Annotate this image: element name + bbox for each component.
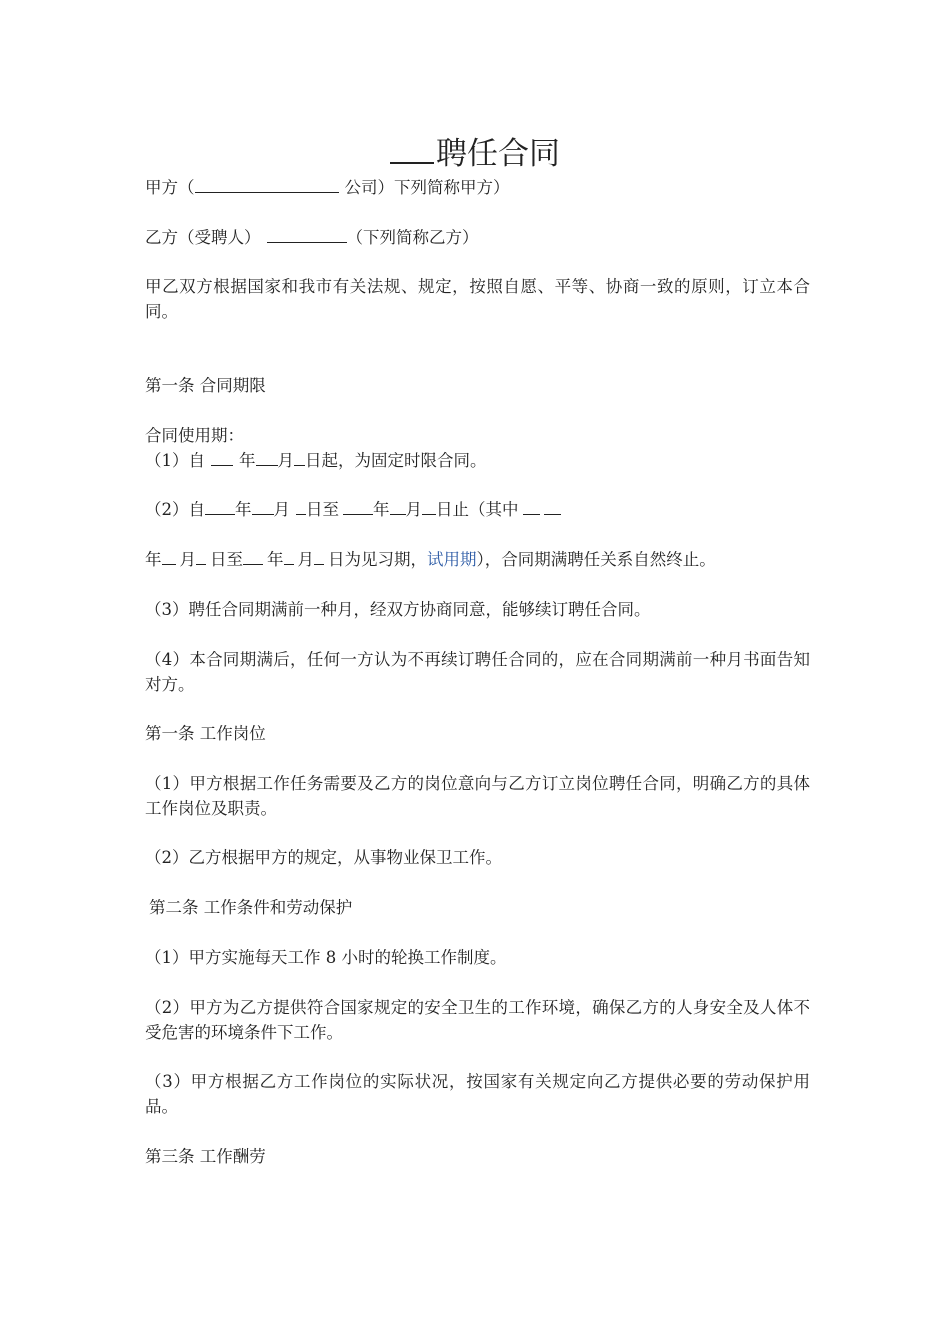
article-heading: 第二条 工作条件和劳动保护 xyxy=(149,898,353,917)
blank-field xyxy=(211,449,233,466)
term-clause-2-cont: 年 月 日至 年 月 日为见习期，试用期），合同期满聘任关系自然终止。 xyxy=(145,550,716,569)
blank-field xyxy=(390,498,406,515)
blank-field xyxy=(343,498,373,515)
blank-field xyxy=(196,548,206,565)
article-heading: 第三条 工作酬劳 xyxy=(145,1147,266,1166)
blank-field xyxy=(296,498,306,515)
blank-field xyxy=(422,498,436,515)
blank-field xyxy=(195,176,339,193)
blank-field xyxy=(294,449,305,466)
condition-clause-1: （1）甲方实施每天工作 8 小时的轮换工作制度。 xyxy=(145,948,507,967)
post-clause-1: （1）甲方根据工作任务需要及乙方的岗位意向与乙方订立岗位聘任合同，明确乙方的具体工作岗位及职责。 xyxy=(145,774,810,818)
term-clause-3: （3）聘任合同期满前一种月，经双方协商同意，能够续订聘任合同。 xyxy=(145,600,651,619)
term-clause-2: （2）自 年 月 日至 年 月 日止（其中 xyxy=(145,497,810,522)
blank-field xyxy=(256,449,278,466)
document-title: 聘任合同 xyxy=(0,128,950,173)
blank-field xyxy=(252,498,274,515)
title-blank xyxy=(390,136,434,164)
blank-field xyxy=(523,498,540,515)
blank-field xyxy=(314,548,324,565)
preamble-paragraph: 甲乙双方根据国家和我市有关法规、规定，按照自愿、平等、协商一致的原则，订立本合同。 xyxy=(145,277,810,321)
article-heading: 第一条 工作岗位 xyxy=(145,724,266,743)
probation-link[interactable]: 试用期 xyxy=(427,550,477,569)
condition-clause-2: （2）甲方为乙方提供符合国家规定的安全卫生的工作环境，确保乙方的人身安全及人体不受危害的环境条件下工作。 xyxy=(145,998,810,1042)
blank-field xyxy=(205,498,235,515)
blank-field xyxy=(267,226,347,243)
term-clause-4: （4）本合同期满后，任何一方认为不再续订聘任合同的，应在合同期满前一种月书面告知对方。 xyxy=(145,650,810,694)
blank-field xyxy=(284,548,294,565)
blank-field xyxy=(544,498,561,515)
party-b-line: 乙方（受聘人） （下列简称乙方） xyxy=(145,228,479,247)
condition-clause-3: （3）甲方根据乙方工作岗位的实际状况，按国家有关规定向乙方提供必要的劳动保护用品。 xyxy=(145,1072,810,1116)
term-intro: 合同使用期： xyxy=(145,426,244,445)
blank-field xyxy=(243,548,263,565)
party-a-line: 甲方（ 公司）下列简称甲方） xyxy=(145,178,510,197)
term-clause-1: （1）自 年 月 日起，为固定时限合同。 xyxy=(145,451,487,470)
blank-field xyxy=(162,548,176,565)
post-clause-2: （2）乙方根据甲方的规定，从事物业保卫工作。 xyxy=(145,848,502,867)
article-heading: 第一条 合同期限 xyxy=(145,376,266,395)
